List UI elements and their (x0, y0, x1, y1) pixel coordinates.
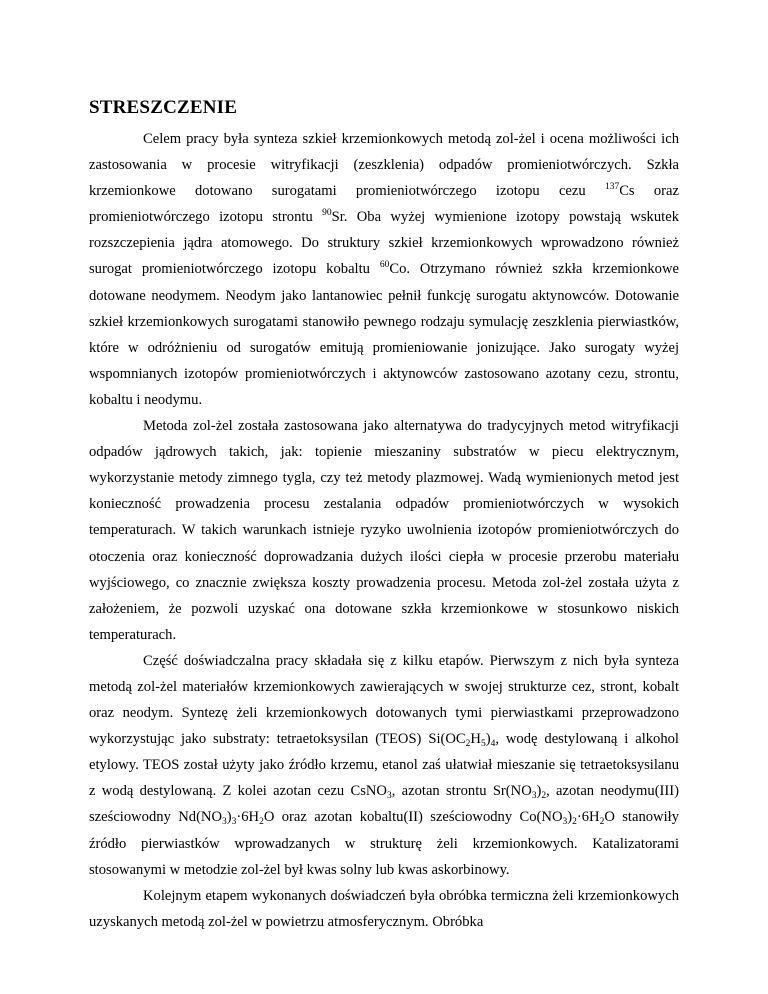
paragraph (89, 413, 679, 648)
text-run: ·6H (576, 809, 600, 826)
subscript: 3 (562, 817, 568, 828)
subscript: 5 (480, 739, 486, 750)
subscript: 2 (572, 817, 577, 828)
subscript: 2 (541, 791, 547, 802)
document-body (89, 126, 679, 935)
text-run: O oraz azotan kobaltu(II) sześciowodny Co(NO (263, 809, 563, 826)
text-run: ) (485, 731, 491, 748)
text-run: Część doświadczalna pracy składała się z kilku etapów. Pierwszym z nich była synteza metodą zol-żel materiałów krzemionkowych zawierających w swojej strukturze cez, stront, kobalt oraz neodym. Syntezę żeli krzemionkowych dotowanych tymi pierwiastkami przeprowadzono wykorzystując jako substraty: tetraetoksysilan (TEOS) Si(OC (89, 652, 679, 748)
subscript: 2 (599, 817, 605, 828)
superscript: 60 (379, 260, 390, 271)
text-run: Kolejnym etapem wykonanych doświadczeń była obróbka termiczna żeli krzemionkowych uzyskanych metodą zol-żel w powietrzu atmosferycznym. Obróbka (89, 887, 679, 930)
text-run: Celem pracy była synteza szkieł krzemionkowych metodą zol-żel i ocena możliwości ich zastosowania w procesie witryfikacji (zeszklenia) odpadów promieniotwórczych. Szkła krzemionkowe dotowano surogatami promieniotwórczego izotopu cezu (89, 131, 679, 200)
text-run: Sr. Oba wyżej wymienione izotopy powstają wskutek rozszczepienia jądra atomowego. Do struktury szkieł krzemionkowych wprowadzono również surogat promieniotwórczego izotopu kobaltu (89, 209, 679, 278)
text-run: , azotan neodymu(III) sześciowodny Nd(NO (89, 783, 679, 826)
text-run: , wodę destylowaną i alkohol etylowy. TEOS został użyty jako źródło krzemu, etanol zaś ułatwiał mieszanie się tetraetoksysilanu z wodą destylowaną. Z kolei azotan cezu CsNO (89, 731, 679, 800)
paragraph (89, 648, 679, 883)
text-run: O stanowiły źródło pierwiastków wprowadzanych w strukturę żeli krzemionkowych. Katalizatorami stosowanymi w metodzie zol-żel był kwas solny lub kwas askorbinowy. (89, 809, 679, 878)
paragraph (89, 883, 679, 935)
subscript: 2 (465, 739, 471, 750)
text-run: ·6H (236, 809, 260, 826)
text-run: ) (536, 783, 542, 800)
superscript: 90 (322, 208, 332, 219)
text-run: Cs oraz promieniotwórczego izotopu strontu (89, 183, 679, 226)
text-run: , azotan strontu Sr(NO (391, 783, 532, 800)
subscript: 3 (531, 791, 537, 802)
page-title: STRESZCZENIE (89, 97, 238, 118)
subscript: 3 (386, 791, 392, 802)
subscript: 3 (222, 817, 227, 828)
superscript: 137 (604, 182, 620, 193)
subscript: 3 (231, 817, 237, 828)
subscript: 2 (259, 817, 264, 828)
text-run: ) (567, 809, 573, 826)
text-run: ) (226, 809, 232, 826)
text-run: H (470, 731, 481, 748)
text-run: Metoda zol-żel została zastosowana jako alternatywa do tradycyjnych metod witryfikacji odpadów jądrowych takich, jak: topienie mieszaniny substratów w piecu elektrycznym, wykorzystanie metody zimnego tygla, czy też metody plazmowej. Wadą wymienionych metod jest konieczność prowadzenia procesu zestalania odpadów promieniotwórczych w wysokich temperaturach. W takich warunkach istnieje ryzyko uwolnienia izotopów promieniotwórczych do otoczenia oraz konieczność doprowadzania dużych ilości ciepła w procesie przerobu materiału wyjściowego, co znacznie zwiększa koszty prowadzenia procesu. Metoda zol-żel została użyta z założeniem, że pozwoli uzyskać ona dotowane szkła krzemionkowe w stosunkowo niskich temperaturach. (89, 418, 679, 643)
paragraph (89, 126, 679, 413)
subscript: 4 (490, 739, 496, 750)
text-run: Co. Otrzymano również szkła krzemionkowe dotowane neodymem. Neodym jako lantanowiec pełnił funkcję surogatu aktynowców. Dotowanie szkieł krzemionkowych surogatami stanowiło pewnego rodzaju symulację zeszklenia pierwiastków, które w odróżnieniu od surogatów emitują promieniowanie jonizujące. Jako surogaty wyżej wspomnianych izotopów promieniotwórczych i aktynowców zastosowano azotany cezu, strontu, kobaltu i neodymu. (89, 261, 679, 408)
